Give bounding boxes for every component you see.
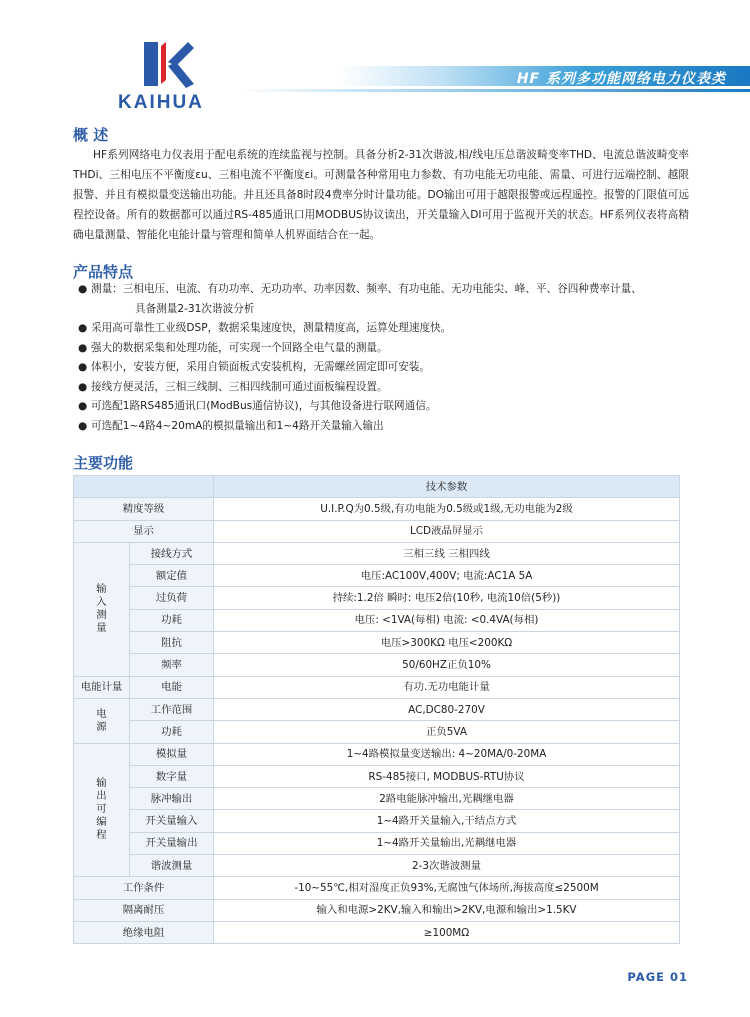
row-label: 显示 xyxy=(74,520,214,542)
table-row xyxy=(74,676,680,698)
row-value: -10~55℃,相对湿度正负93%,无腐蚀气体场所,海拔高度≤2500M xyxy=(214,877,680,899)
row-value: AC,DC80-270V xyxy=(214,698,680,720)
row-value: 电压: <1VA(每相) 电流: <0.4VA(每相) xyxy=(214,609,680,631)
row-label: 阻抗 xyxy=(130,632,214,654)
feature-item: ● 测量：三相电压、电流、有功功率、无功功率、功率因数、频率、有功电能、无功电能尖、峰、平、谷四种费率计量、 具备测量2-31次谐波分析 xyxy=(78,280,698,319)
banner-stripe xyxy=(240,89,750,92)
row-value: 50/60HZ正负10% xyxy=(214,654,680,676)
feature-item: ● 可选配1~4路4~20mA的模拟量输出和1~4路开关量输入输出 xyxy=(78,417,698,437)
row-label: 隔离耐压 xyxy=(74,899,214,921)
row-label: 频率 xyxy=(130,654,214,676)
table-row xyxy=(74,542,680,564)
row-value: 2-3次谐波测量 xyxy=(214,855,680,877)
row-value: 持续:1.2倍 瞬时: 电压2倍(10秒, 电流10倍(5秒)) xyxy=(214,587,680,609)
table-row xyxy=(74,743,680,765)
group-power: 电源 xyxy=(74,698,130,743)
table-row xyxy=(74,654,680,676)
row-value: LCD液晶屏显示 xyxy=(214,520,680,542)
table-row xyxy=(74,855,680,877)
table-row xyxy=(74,899,680,921)
table-header-blank xyxy=(74,476,214,498)
spec-table xyxy=(73,475,680,944)
brand-name: KAIHUA xyxy=(118,92,204,113)
features-title: 产品特点 xyxy=(73,263,134,281)
overview-text: HF系列网络电力仪表用于配电系统的连续监视与控制。具备分析2-31次谐波,相/线电压总谐波畸变率THD、电流总谐波畸变率THDi、三相电压不平衡度εu、三相电流不平衡度εi。可测量各种常用电力参数、有功电能无功电能、需量、可进行远端控制、越限报警、并且有模拟量变送输出功能。并且还具备8时段4费率分时计量功能。DO输出可用于越限报警或远程遥控。报警的门限值可远程控设备。所有的数据都可以通过RS-485通讯口用MODBUS协议读出，开关量输入DI可用于监视开关的状态。HF系列仪表将高精确电量测量、智能化电能计量与管理和简单人机界面结合在一起。 xyxy=(73,149,689,241)
table-row xyxy=(74,832,680,854)
row-value: 三相三线 三相四线 xyxy=(214,542,680,564)
row-label: 开关量输出 xyxy=(130,832,214,854)
table-row xyxy=(74,698,680,720)
table-row xyxy=(74,609,680,631)
row-label: 功耗 xyxy=(130,721,214,743)
row-value: 电压:AC100V,400V; 电流:AC1A 5A xyxy=(214,565,680,587)
row-label: 功耗 xyxy=(130,609,214,631)
table-header-row xyxy=(74,476,680,498)
row-label: 数字量 xyxy=(130,765,214,787)
group-energy: 电能计量 xyxy=(74,676,130,698)
feature-item: ● 可选配1路RS485通讯口(ModBus通信协议)，与其他设备进行联网通信。 xyxy=(78,397,698,417)
row-value: 输入和电源>2KV,输入和输出>2KV,电源和输出>1.5KV xyxy=(214,899,680,921)
table-row xyxy=(74,587,680,609)
page-number: PAGE 01 xyxy=(627,970,688,984)
row-label: 开关量输入 xyxy=(130,810,214,832)
feature-item: ● 强大的数据采集和处理功能，可实现一个回路全电气量的测量。 xyxy=(78,339,698,359)
feature-item: ● 体积小，安装方便，采用自锁面板式安装机构，无需螺丝固定即可安装。 xyxy=(78,358,698,378)
feature-item: ● 采用高可靠性工业级DSP，数据采集速度快，测量精度高，运算处理速度快。 xyxy=(78,319,698,339)
row-label: 谐波测量 xyxy=(130,855,214,877)
overview-title: 概 述 xyxy=(73,126,109,144)
row-value: RS-485接口, MODBUS-RTU协议 xyxy=(214,765,680,787)
table-row xyxy=(74,498,680,520)
group-input: 输入测量 xyxy=(74,542,130,676)
bullet-icon: ● xyxy=(78,419,88,432)
bullet-icon: ● xyxy=(78,283,88,295)
row-label: 绝缘电阻 xyxy=(74,921,214,943)
table-row xyxy=(74,765,680,787)
functions-title: 主要功能 xyxy=(73,454,134,472)
bullet-icon: ● xyxy=(78,380,88,393)
row-label: 过负荷 xyxy=(130,587,214,609)
bullet-icon: ● xyxy=(78,400,88,412)
table-row xyxy=(74,632,680,654)
feature-item: ● 接线方便灵活，三相三线制、三相四线制可通过面板编程设置。 xyxy=(78,378,698,398)
kaihua-logo-icon xyxy=(144,40,194,88)
table-row xyxy=(74,721,680,743)
row-value: 2路电能脉冲输出,光耦继电器 xyxy=(214,788,680,810)
row-value: 电压>300KΩ 电压<200KΩ xyxy=(214,632,680,654)
row-value: 有功.无功电能计量 xyxy=(214,676,680,698)
row-value: 1~4路模拟量变送输出: 4~20MA/0-20MA xyxy=(214,743,680,765)
row-label: 工作条件 xyxy=(74,877,214,899)
bullet-icon: ● xyxy=(78,361,88,373)
banner-title: HF 系列多功能网络电力仪表类 xyxy=(516,71,726,87)
table-row xyxy=(74,565,680,587)
features-list xyxy=(78,280,698,436)
table-row xyxy=(74,877,680,899)
table-row xyxy=(74,921,680,943)
bullet-icon: ● xyxy=(78,322,88,334)
row-value: 正负5VA xyxy=(214,721,680,743)
row-label: 接线方式 xyxy=(130,542,214,564)
row-value: 1~4路开关量输入,干结点方式 xyxy=(214,810,680,832)
row-label: 电能 xyxy=(130,676,214,698)
row-label: 脉冲输出 xyxy=(130,788,214,810)
bullet-icon: ● xyxy=(78,341,88,354)
group-output: 输出可编程 xyxy=(74,743,130,877)
row-value: U.I.P.Q为0.5级,有功电能为0.5级或1级,无功电能为2级 xyxy=(214,498,680,520)
row-value: ≥100MΩ xyxy=(214,921,680,943)
row-label: 模拟量 xyxy=(130,743,214,765)
row-value: 1~4路开关量输出,光耦继电器 xyxy=(214,832,680,854)
table-row xyxy=(74,810,680,832)
row-label: 额定值 xyxy=(130,565,214,587)
table-row xyxy=(74,520,680,542)
row-label: 精度等级 xyxy=(74,498,214,520)
table-row xyxy=(74,788,680,810)
row-label: 工作范围 xyxy=(130,698,214,720)
table-header-cell: 技术参数 xyxy=(214,476,680,498)
